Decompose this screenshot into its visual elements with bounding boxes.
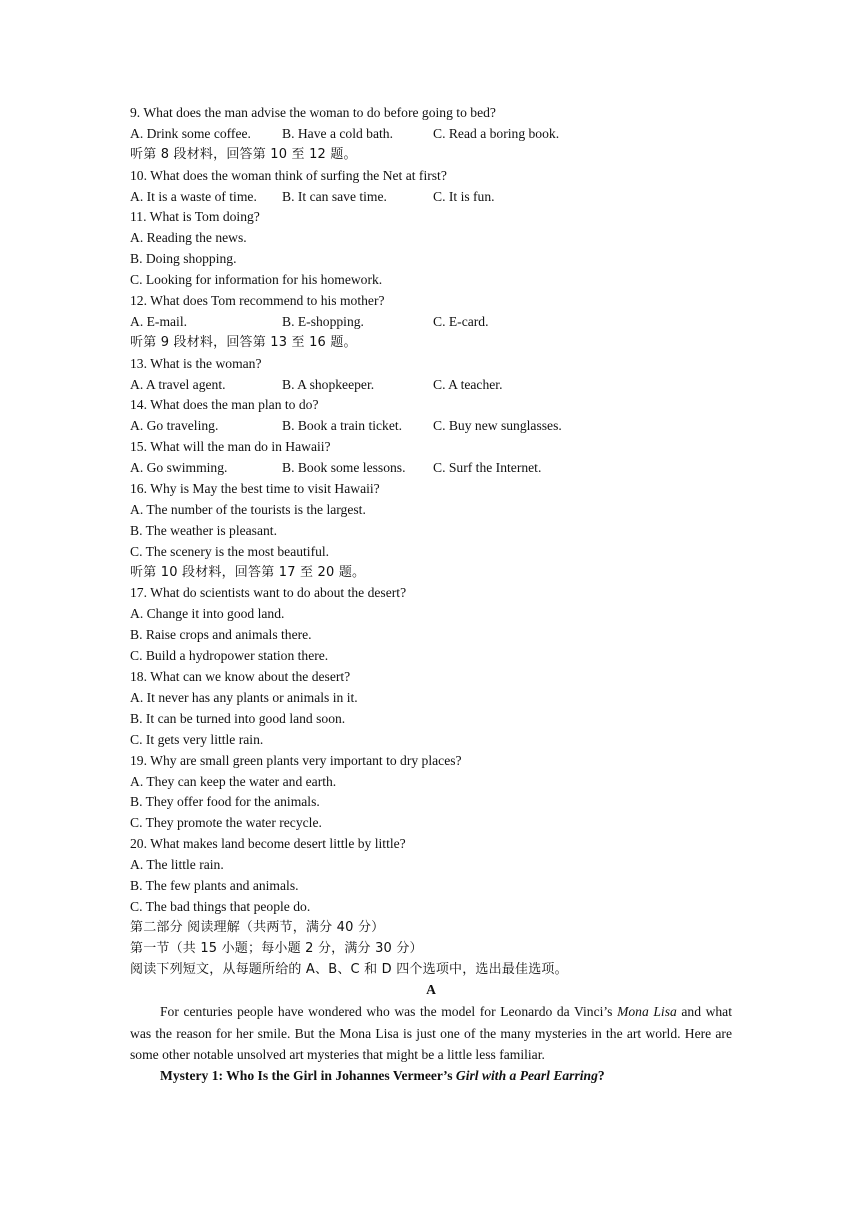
question-17: 17. What do scientists want to do about the desert? bbox=[130, 585, 407, 601]
option-a: A. The little rain. bbox=[130, 857, 224, 873]
option-b: B. A shopkeeper. bbox=[282, 376, 375, 392]
option-c: C. It is fun. bbox=[433, 188, 495, 204]
option-a: A. Go swimming. bbox=[130, 460, 228, 476]
option-c: C. Looking for information for his homework. bbox=[130, 272, 383, 288]
option-a: A. The number of the tourists is the largest. bbox=[130, 501, 366, 517]
reading-instruction: 阅读下列短文，从每题所给的 A、B、C 和 D 四个选项中，选出最佳选项。 bbox=[130, 961, 568, 977]
option-b: B. Doing shopping. bbox=[130, 251, 237, 267]
option-b: B. It can save time. bbox=[282, 188, 387, 204]
option-c: C. The scenery is the most beautiful. bbox=[130, 543, 330, 559]
painting-title: Girl with a Pearl Earring bbox=[455, 1068, 598, 1084]
option-c: C. It gets very little rain. bbox=[130, 731, 264, 747]
option-a: A. A travel agent. bbox=[130, 376, 226, 392]
option-c: C. Surf the Internet. bbox=[433, 460, 542, 476]
option-b: B. It can be turned into good land soon. bbox=[130, 710, 346, 726]
document-page bbox=[130, 103, 732, 1086]
question-12-options bbox=[130, 312, 732, 333]
option-a: A. It is a waste of time. bbox=[130, 188, 257, 204]
question-15: 15. What will the man do in Hawaii? bbox=[130, 439, 331, 455]
question-13-options bbox=[130, 375, 732, 396]
part-2-heading: 第二部分 阅读理解（共两节，满分 40 分） bbox=[130, 919, 385, 935]
option-a: A. Go traveling. bbox=[130, 418, 219, 434]
option-b: B. The few plants and animals. bbox=[130, 877, 299, 893]
option-b: B. Have a cold bath. bbox=[282, 125, 393, 141]
section-9-instruction: 听第 9 段材料，回答第 13 至 16 题。 bbox=[130, 334, 357, 350]
option-a: A. Change it into good land. bbox=[130, 606, 285, 622]
option-b: B. Book some lessons. bbox=[282, 460, 406, 476]
question-19: 19. Why are small green plants very important to dry places? bbox=[130, 752, 462, 768]
section-8-instruction: 听第 8 段材料，回答第 10 至 12 题。 bbox=[130, 146, 357, 162]
mystery-1-heading: Mystery 1: Who Is the Girl in Johannes Vermeer’s Girl with a Pearl Earring? bbox=[160, 1068, 605, 1084]
question-14: 14. What does the man plan to do? bbox=[130, 397, 319, 413]
option-c: C. Build a hydropower station there. bbox=[130, 648, 329, 664]
option-c: C. They promote the water recycle. bbox=[130, 815, 322, 831]
question-18: 18. What can we know about the desert? bbox=[130, 669, 351, 685]
option-c: C. The bad things that people do. bbox=[130, 898, 311, 914]
question-10-options bbox=[130, 187, 732, 208]
question-12: 12. What does Tom recommend to his mother? bbox=[130, 293, 385, 309]
option-a: A. E-mail. bbox=[130, 313, 188, 329]
option-c: C. Read a boring book. bbox=[433, 125, 560, 141]
painting-title: Mona Lisa bbox=[617, 1004, 677, 1020]
question-13: 13. What is the woman? bbox=[130, 355, 262, 371]
option-a: A. It never has any plants or animals in it. bbox=[130, 689, 358, 705]
question-15-options bbox=[130, 458, 732, 479]
question-9-options bbox=[130, 124, 732, 145]
option-a: A. Reading the news. bbox=[130, 230, 247, 246]
question-20: 20. What makes land become desert little by little? bbox=[130, 836, 406, 852]
question-9: 9. What does the man advise the woman to do before going to bed? bbox=[130, 105, 496, 120]
option-a: A. Drink some coffee. bbox=[130, 125, 251, 141]
option-b: B. Book a train ticket. bbox=[282, 418, 403, 434]
option-c: C. Buy new sunglasses. bbox=[433, 418, 562, 434]
option-b: B. Raise crops and animals there. bbox=[130, 627, 312, 643]
option-b: B. They offer food for the animals. bbox=[130, 794, 320, 810]
question-14-options bbox=[130, 416, 732, 437]
option-c: C. A teacher. bbox=[433, 376, 503, 392]
question-16: 16. Why is May the best time to visit Hawaii? bbox=[130, 481, 380, 497]
option-c: C. E-card. bbox=[433, 313, 489, 329]
option-b: B. The weather is pleasant. bbox=[130, 522, 277, 538]
section-10-instruction: 听第 10 段材料，回答第 17 至 20 题。 bbox=[130, 564, 366, 580]
section-1-heading: 第一节（共 15 小题；每小题 2 分，满分 30 分） bbox=[130, 940, 423, 956]
option-a: A. They can keep the water and earth. bbox=[130, 773, 337, 789]
question-10: 10. What does the woman think of surfing the Net at first? bbox=[130, 167, 447, 183]
passage-paragraph: For centuries people have wondered who was the model for Leonardo da Vinci’s Mona Lisa and what was the reason for her smile. But the Mona Lisa is just one of the many mysteries in the art world. Here are some other notable unsolved art mysteries that might be a little less familiar. bbox=[130, 1004, 732, 1062]
option-b: B. E-shopping. bbox=[282, 313, 364, 329]
question-11: 11. What is Tom doing? bbox=[130, 209, 260, 225]
passage-letter: A bbox=[426, 982, 436, 998]
